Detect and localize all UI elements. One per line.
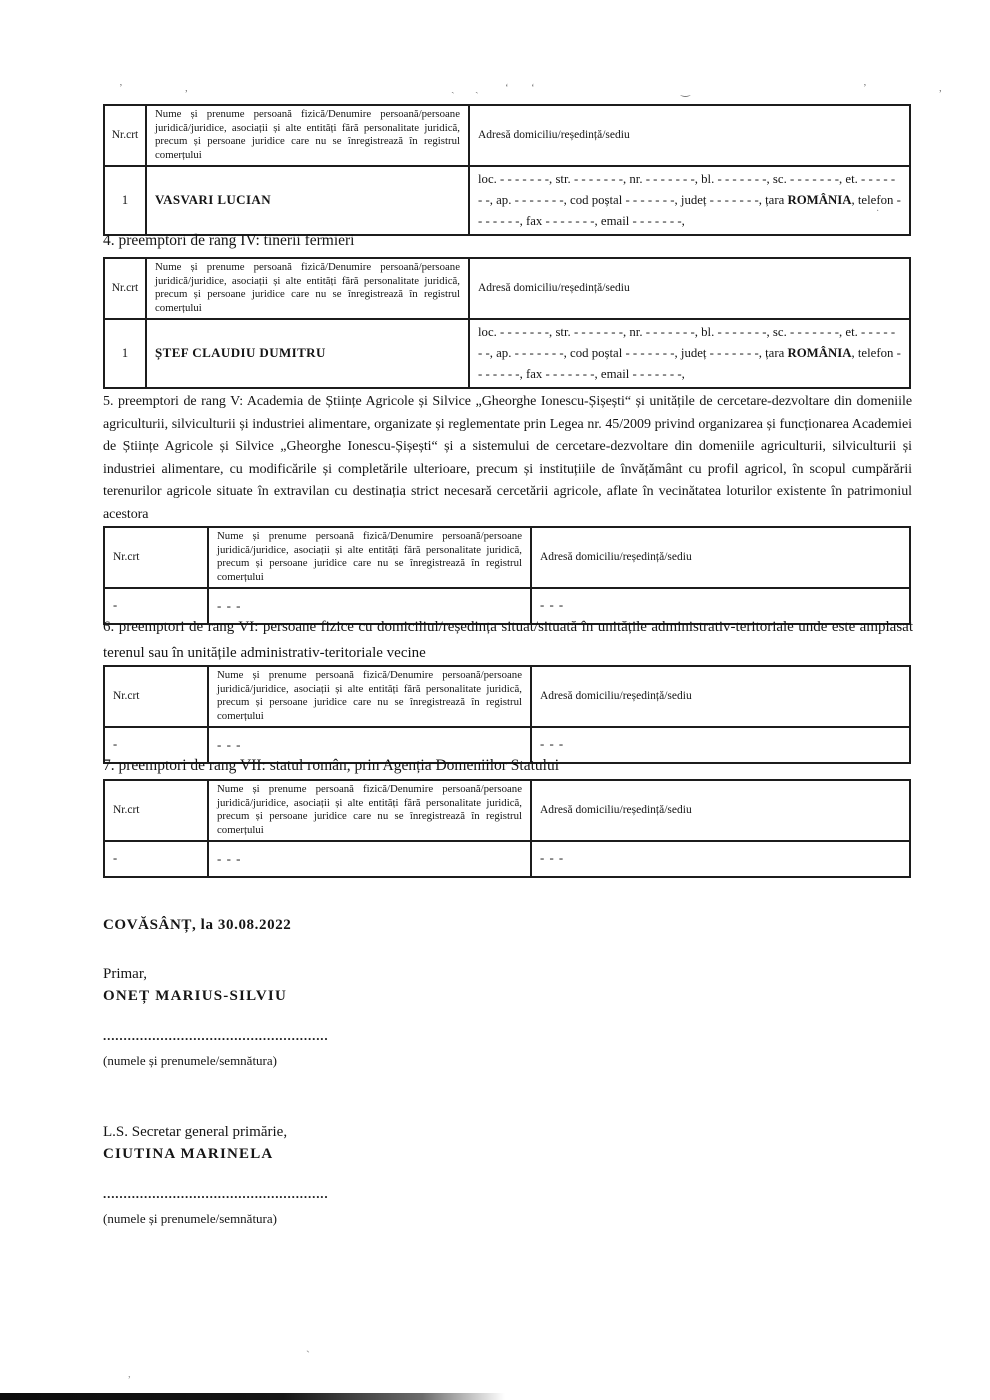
preemptor-address-cell (469, 166, 910, 235)
address-text: loc. - - - - - - -, str. - - - - - - -, nr. - - - - - - -, bl. - - - - - - -, sc. - - - - - - -, et. - - - - - - -, ap. - - - - - - -, cod poștal - - - - - - -, județ - - - - - - -, țara (478, 171, 896, 207)
col-header-nr: Nr.crt (104, 105, 146, 166)
row-number-cell: 1 (104, 319, 146, 388)
col-header-address: Adresă domiciliu/reședință/sediu (531, 527, 910, 588)
scan-mark: , (128, 1368, 131, 1380)
scan-speck: · (876, 206, 880, 217)
col-header-address: Adresă domiciliu/reședință/sediu (531, 780, 910, 841)
scan-mark: ˋ (306, 1348, 310, 1362)
signature-caption: (numele și prenumele/semnătura) (103, 1053, 277, 1068)
preemptor-name-cell: - - - (208, 841, 531, 877)
mayor-name: ONEȚ MARIUS-SILVIU (103, 988, 287, 1004)
scan-mark: ˎ (475, 82, 479, 94)
section-heading-rank6: 6. preemptori de rang VI: persoane fizice cu domiciliul/reședința situat/situată în unitățile administrativ-teritoriale unde este amplasat terenul sau în unitățile administrativ-teritoriale vecine (103, 619, 913, 661)
preemptor-address-cell: - - - (531, 727, 910, 763)
table-header-row (104, 105, 910, 166)
place-and-date: COVĂSÂNȚ, la 30.08.2022 (103, 917, 292, 933)
col-header-nr: Nr.crt (104, 527, 208, 588)
table-row (104, 319, 910, 388)
row-number-cell: - (104, 727, 208, 763)
secretary-signature-line: ....................................................... (103, 1186, 329, 1201)
scan-mark: , (185, 82, 188, 94)
section-heading-rank7: 7. preemptori de rang VII: statul român, prin Agenția Domeniilor Statului (103, 757, 560, 774)
row-number-cell: - (104, 588, 208, 624)
scan-mark: ˎ (451, 82, 455, 94)
col-header-nr: Nr.crt (104, 666, 208, 727)
scan-mark: ʻ (531, 82, 535, 94)
preemptor-address-cell: - - - (531, 841, 910, 877)
col-header-name: Nume și prenume persoană fizică/Denumire persoană/persoane juridică/juridice, asociații și alte entități fără personalitate juridică, precum și persoane juridice care nu se înregistrează în registrul comerțului (146, 258, 469, 319)
address-text: , telefon - - - - - - -, fax - - - - - - -, email - - - - - - -, (478, 192, 901, 228)
scan-mark: ʻ (505, 82, 509, 94)
scan-mark: ʼ (863, 82, 867, 94)
table-header-row (104, 780, 910, 841)
mayor-signature-line: ....................................................... (103, 1028, 329, 1043)
signature-caption: (numele și prenumele/semnătura) (103, 1211, 277, 1226)
rank7-preemptors-table (103, 779, 911, 878)
col-header-nr: Nr.crt (104, 258, 146, 319)
col-header-address: Adresă domiciliu/reședință/sediu (469, 258, 910, 319)
table-header-row (104, 666, 910, 727)
scan-mark: ‿ (681, 85, 690, 97)
table-header-row (104, 527, 910, 588)
country-name: ROMÂNIA (787, 345, 852, 360)
rank3-preemptors-table (103, 104, 911, 236)
table-row (104, 166, 910, 235)
preemptor-name-cell: VASVARI LUCIAN (146, 166, 469, 235)
col-header-name: Nume și prenume persoană fizică/Denumire persoană/persoane juridică/juridice, asociații și alte entități fără personalitate juridică, precum și persoane juridice care nu se înregistrează în registrul comerțului (208, 780, 531, 841)
rank4-preemptors-table (103, 257, 911, 389)
rank5-preemptors-table (103, 526, 911, 625)
col-header-name: Nume și prenume persoană fizică/Denumire persoană/persoane juridică/juridice, asociații și alte entități fără personalitate juridică, precum și persoane juridice care nu se înregistrează în registrul comerțului (208, 666, 531, 727)
secretary-role-label: L.S. Secretar general primărie, (103, 1124, 288, 1140)
mayor-role-label: Primar, (103, 966, 147, 982)
address-text: loc. - - - - - - -, str. - - - - - - -, nr. - - - - - - -, bl. - - - - - - -, sc. - - - - - - -, et. - - - - - - -, ap. - - - - - - -, cod poștal - - - - - - -, județ - - - - - - -, țara (478, 324, 896, 360)
secretary-name: CIUTINA MARINELA (103, 1146, 274, 1162)
preemptor-name-cell: - - - (208, 588, 531, 624)
preemptor-address-cell: - - - (531, 588, 910, 624)
address-text: , telefon - - - - - - -, fax - - - - - - -, email - - - - - - -, (478, 345, 901, 381)
section-heading-rank4: 4. preemptori de rang IV: tinerii fermieri (103, 232, 355, 249)
row-number-cell: - (104, 841, 208, 877)
scan-artifact-top-marks (103, 82, 942, 98)
preemptor-name-cell: ȘTEF CLAUDIU DUMITRU (146, 319, 469, 388)
table-row (104, 841, 910, 877)
col-header-address: Adresă domiciliu/reședință/sediu (469, 105, 910, 166)
col-header-address: Adresă domiciliu/reședință/sediu (531, 666, 910, 727)
row-number-cell: 1 (104, 166, 146, 235)
col-header-name: Nume și prenume persoană fizică/Denumire persoană/persoane juridică/juridice, asociații și alte entități fără personalitate juridică, precum și persoane juridice care nu se înregistrează în registrul comerțului (146, 105, 469, 166)
preemptor-name-cell: - - - (208, 727, 531, 763)
col-header-name: Nume și prenume persoană fizică/Denumire persoană/persoane juridică/juridice, asociații și alte entități fără personalitate juridică, precum și persoane juridice care nu se înregistrează în registrul comerțului (208, 527, 531, 588)
table-header-row (104, 258, 910, 319)
scan-mark: ʼ (119, 82, 123, 94)
preemptor-address-cell (469, 319, 910, 388)
country-name: ROMÂNIA (787, 192, 852, 207)
rank6-preemptors-table (103, 665, 911, 764)
section-heading-rank5: 5. preemptori de rang V: Academia de Științe Agricole și Silvice „Gheorghe Ionescu-Șișești“ și unitățile de cercetare-dezvoltare din domeniile agriculturii, silviculturii și industriei alimentare, organizate și reglementate prin Legea nr. 45/2009 privind organizarea și funcționarea Academiei de Științe Agricole și Silvice „Gheorghe Ionescu-Șișești“ și a sistemului de cercetare-dezvoltare din domeniile agriculturii, silviculturii și industriei alimentare, cu modificările și completările ulterioare, precum și instituțiile de învățământ cu profil agricol, în scopul cumpărării terenurilor agricole situate în extravilan cu destinația strict necesară cercetării agricole, aflate în vecinătatea loturilor existente în patrimoniul acestora (103, 394, 912, 522)
scan-mark: , (939, 82, 942, 94)
scan-edge-shadow (0, 1393, 515, 1400)
col-header-nr: Nr.crt (104, 780, 208, 841)
